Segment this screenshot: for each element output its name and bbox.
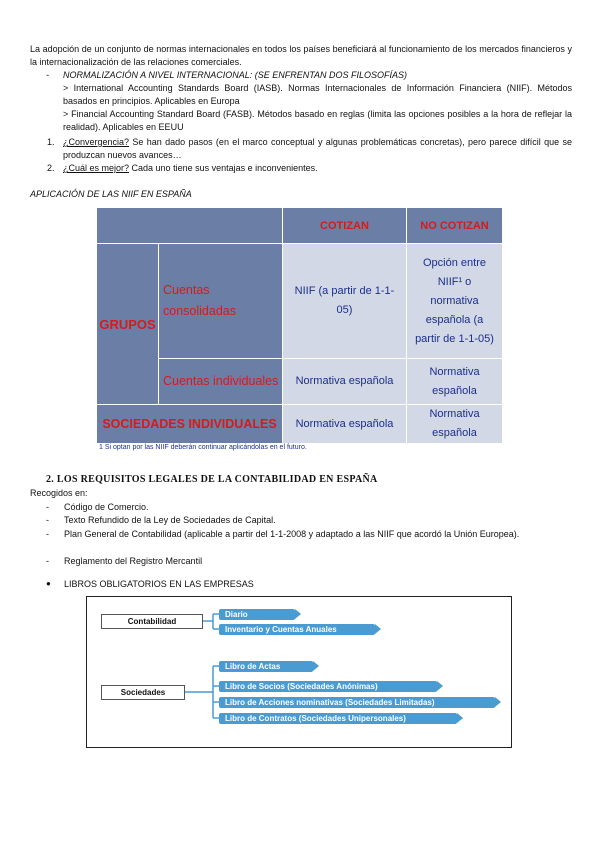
table-corner [97,208,283,244]
q1-number: 1. [47,137,55,147]
libro-contratos-label: Libro de Contratos (Sociedades Unipersonales) [225,714,406,723]
legal-item: Texto Refundido de la Ley de Sociedades de Capital. [64,515,276,525]
legal-item: Reglamento del Registro Mercantil [64,556,203,566]
row-header-individuales: Cuentas individuales [159,359,283,405]
diario-label: Diario [225,610,248,619]
recogidos-label: Recogidos en: [30,488,88,498]
table-footnote: 1 Si optan por las NIIF deberán continuar aplicándolas en el futuro. [99,444,307,451]
legal-item-dash: - [46,529,49,539]
diario-pill [219,609,295,620]
libro-acciones-label: Libro de Acciones nominativas (Sociedades Limitadas) [225,698,435,707]
libros-heading: LIBROS OBLIGATORIOS EN LAS EMPRESAS [64,579,254,589]
pill-arrow-icon [495,697,501,707]
libro-contratos-pill [219,713,457,724]
pill-arrow-icon [375,624,381,634]
convergencia-link[interactable]: ¿Convergencia? [63,137,130,147]
cell-sociedades-no-cotizan: Normativa española [407,405,503,444]
cell-consolidadas-cotizan: NIIF (a partir de 1-1-05) [283,244,407,359]
niif-table [96,207,503,444]
contabilidad-box: Contabilidad [101,614,203,629]
legal-item-dash: - [46,556,49,566]
q1-text: Se han dado pasos (en el marco conceptual y algunas problemáticas concretas), pero parece difícil que se produzcan nuevos avances… [63,137,572,160]
normalizacion-heading: NORMALIZACIÓN A NIVEL INTERNACIONAL: (SE ENFRENTAN DOS FILOSOFÍAS) [63,70,408,80]
bullet-dot-icon: ● [46,579,51,588]
niif-heading: APLICACIÓN DE LAS NIIF EN ESPAÑA [30,189,192,199]
libro-socios-label: Libro de Socios (Sociedades Anónimas) [225,682,378,691]
q1-paragraph [63,136,572,161]
q2-paragraph [63,162,572,175]
row-header-sociedades: SOCIEDADES INDIVIDUALES [97,405,283,444]
libros-diagram [86,596,512,748]
inventario-label: Inventario y Cuentas Anuales [225,625,337,634]
cell-sociedades-cotizan: Normativa española [283,405,407,444]
pill-arrow-icon [313,661,319,671]
legal-item-dash: - [46,502,49,512]
cell-individuales-cotizan: Normativa española [283,359,407,405]
section-2-title: 2. LOS REQUISITOS LEGALES DE LA CONTABILIDAD EN ESPAÑA [46,474,378,485]
col-header-cotizan: COTIZAN [283,208,407,244]
libro-actas-label: Libro de Actas [225,662,281,671]
fasb-line: > Financial Accounting Standard Board (FASB). Métodos basado en reglas (limita las opciones posibles a la hora de reflejar la realidad). Aplicables en EEUU [63,109,572,132]
libro-acciones-pill [219,697,495,708]
libro-socios-pill [219,681,437,692]
legal-item: Código de Comercio. [64,502,149,512]
legal-item: Plan General de Contabilidad (aplicable a partir del 1-1-2008 y adaptado a las NIIF que acordó la Unión Europea). [64,529,520,539]
cual-es-mejor-link[interactable]: ¿Cuál es mejor? [63,163,130,173]
legal-item-dash: - [46,515,49,525]
row-header-consolidadas: Cuentas consolidadas [159,244,283,359]
cell-consolidadas-no-cotizan: Opción entre NIIF¹ o normativa española (a partir de 1-1-05) [407,244,503,359]
cell-individuales-no-cotizan: Normativa española [407,359,503,405]
q2-text: Cada uno tiene sus ventajas e inconvenientes. [129,163,318,173]
pill-arrow-icon [437,681,443,691]
pill-arrow-icon [295,609,301,619]
iasb-line: > International Accounting Standards Board (IASB). Normas Internacionales de Información Financiera (NIIF). Métodos basados en principios. Aplicables en Europa [63,83,572,106]
libro-actas-pill [219,661,313,672]
row-header-grupos: GRUPOS [97,244,159,405]
col-header-no-cotizan: NO COTIZAN [407,208,503,244]
sociedades-box: Sociedades [101,685,185,700]
bullet-dash: - [46,70,49,80]
inventario-pill [219,624,375,635]
pill-arrow-icon [457,713,463,723]
intro-paragraph: La adopción de un conjunto de normas internacionales en todos los países beneficiará al funcionamiento de los mercados financieros y la internacionalización de las relaciones comerciales. [30,44,572,67]
q2-number: 2. [47,163,55,173]
